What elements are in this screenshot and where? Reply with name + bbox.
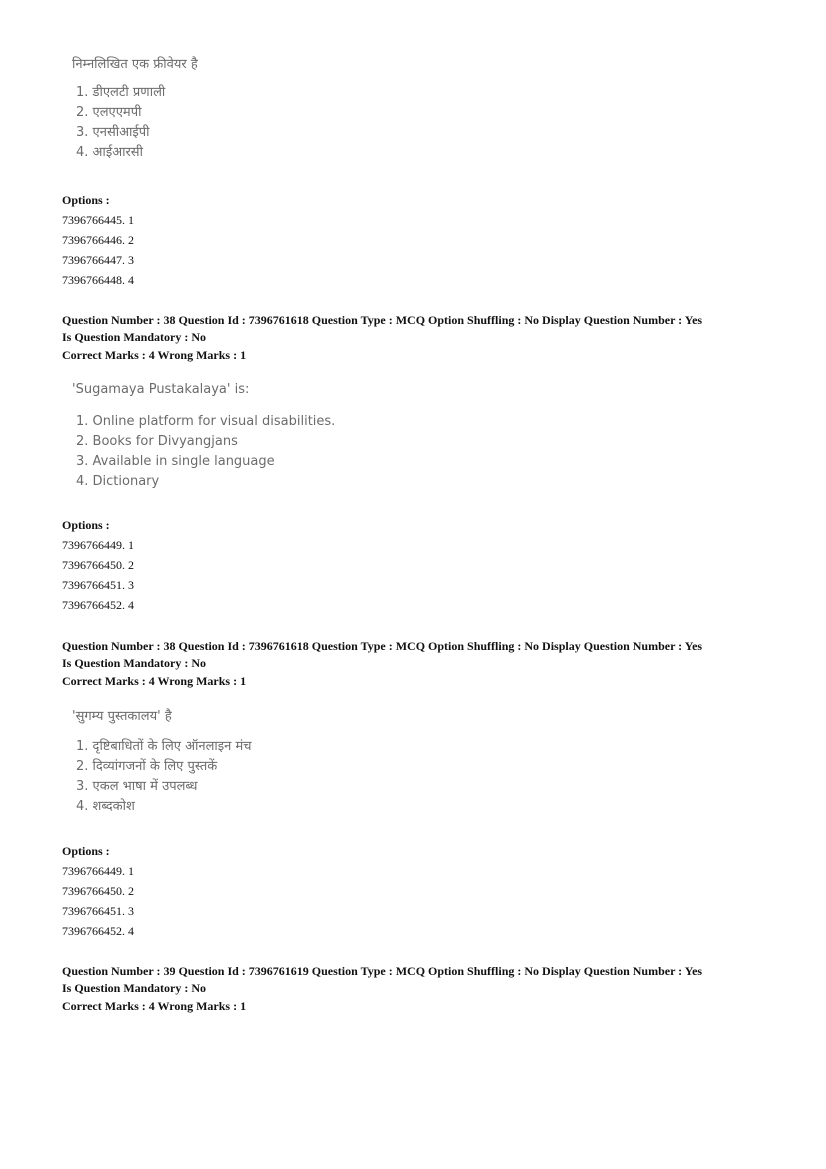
question-item: 2. एलएएमपी [76, 105, 142, 120]
question-meta-2 [62, 312, 782, 364]
question-image-3 [72, 706, 252, 818]
option-item: 7396766449. 1 [62, 864, 134, 878]
question-item: 2. Books for Divyangjans [76, 434, 238, 449]
question-item: 4. आईआरसी [76, 145, 143, 160]
option-item: 7396766446. 2 [62, 233, 134, 247]
option-item: 7396766445. 1 [62, 213, 134, 227]
options-list-2 [62, 515, 134, 615]
question-item: 1. Online platform for visual disabilities. [76, 414, 336, 429]
options-title: Options : [62, 193, 110, 207]
question-meta-4 [62, 963, 782, 1015]
options-title: Options : [62, 518, 110, 532]
question-image-2 [72, 382, 335, 493]
question-mandatory-line: Is Question Mandatory : No [62, 330, 207, 344]
option-item: 7396766449. 1 [62, 538, 134, 552]
option-item: 7396766450. 2 [62, 884, 134, 898]
question-meta-line: Question Number : 38 Question Id : 7396761618 Question Type : MCQ Option Shuffling : No Display Question Number : Yes [62, 639, 703, 653]
question-item: 1. डीएलटी प्रणाली [76, 85, 166, 100]
question-meta-3 [62, 638, 782, 690]
question-mandatory-line: Is Question Mandatory : No [62, 656, 207, 670]
question-stem: 'Sugamaya Pustakalaya' is: [72, 382, 250, 397]
question-stem: 'सुगम्य पुस्तकालय' है [72, 709, 172, 724]
question-marks-line: Correct Marks : 4 Wrong Marks : 1 [62, 348, 247, 362]
options-title: Options : [62, 844, 110, 858]
options-list-3 [62, 841, 134, 941]
question-stem: निम्नलिखित एक फ्रीवेयर है [72, 57, 198, 72]
question-meta-line: Question Number : 39 Question Id : 7396761619 Question Type : MCQ Option Shuffling : No Display Question Number : Yes [62, 964, 703, 978]
option-item: 7396766450. 2 [62, 558, 134, 572]
option-item: 7396766451. 3 [62, 904, 134, 918]
question-item: 2. दिव्यांगजनों के लिए पुस्तकें [76, 759, 218, 774]
option-item: 7396766447. 3 [62, 253, 134, 267]
option-item: 7396766452. 4 [62, 924, 134, 938]
question-marks-line: Correct Marks : 4 Wrong Marks : 1 [62, 674, 247, 688]
option-item: 7396766451. 3 [62, 578, 134, 592]
option-item: 7396766452. 4 [62, 598, 134, 612]
question-item: 4. Dictionary [76, 474, 160, 489]
question-meta-line: Question Number : 38 Question Id : 7396761618 Question Type : MCQ Option Shuffling : No Display Question Number : Yes [62, 313, 703, 327]
options-list-1 [62, 190, 134, 290]
question-item: 4. शब्दकोश [76, 799, 135, 814]
question-marks-line: Correct Marks : 4 Wrong Marks : 1 [62, 999, 247, 1013]
question-mandatory-line: Is Question Mandatory : No [62, 981, 207, 995]
question-item: 3. एनसीआईपी [76, 125, 150, 140]
question-item: 1. दृष्टिबाधितों के लिए ऑनलाइन मंच [76, 739, 252, 754]
question-item: 3. एकल भाषा में उपलब्ध [76, 779, 198, 794]
option-item: 7396766448. 4 [62, 273, 134, 287]
question-image-1 [72, 54, 198, 164]
question-item: 3. Available in single language [76, 454, 275, 469]
